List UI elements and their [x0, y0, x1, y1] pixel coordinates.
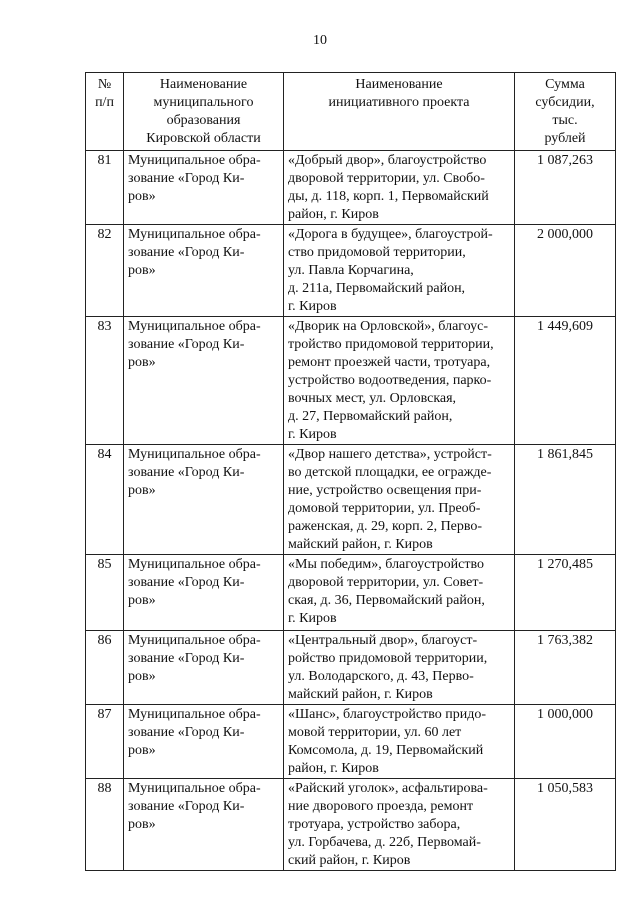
row-sum: 1 087,263 — [515, 151, 616, 225]
row-project: «Шанс», благоустройство придо- мовой территории, ул. 60 лет Комсомола, д. 19, Первомайский район, г. Киров — [284, 705, 515, 779]
row-municipality: Муниципальное обра- зование «Город Ки- ров» — [124, 555, 284, 631]
row-number: 86 — [86, 631, 124, 705]
row-sum: 1 050,583 — [515, 779, 616, 871]
row-project: «Райский уголок», асфальтирова- ние дворового проезда, ремонт тротуара, устройство забора, ул. Горбачева, д. 22б, Первомай- ский район, г. Киров — [284, 779, 515, 871]
row-project: «Дорога в будущее», благоустрой- ство придомовой территории, ул. Павла Корчагина, д. 211а, Первомайский район, г. Киров — [284, 225, 515, 317]
row-municipality: Муниципальное обра- зование «Город Ки- ров» — [124, 151, 284, 225]
row-number: 82 — [86, 225, 124, 317]
row-sum: 2 000,000 — [515, 225, 616, 317]
row-project: «Центральный двор», благоуст- ройство придомовой территории, ул. Володарского, д. 43, Перво- майский район, г. Киров — [284, 631, 515, 705]
row-sum: 1 763,382 — [515, 631, 616, 705]
row-municipality: Муниципальное обра- зование «Город Ки- ров» — [124, 445, 284, 555]
row-project: «Мы победим», благоустройство дворовой территории, ул. Совет- ская, д. 36, Первомайский район, г. Киров — [284, 555, 515, 631]
row-sum: 1 861,845 — [515, 445, 616, 555]
table-row — [86, 555, 616, 631]
row-project: «Двор нашего детства», устройст- во детской площадки, ее огражде- ние, устройство освещения при- домовой территории, ул. Преоб- раженская, д. 29, корп. 2, Перво- майский район, г. Киров — [284, 445, 515, 555]
header-sum: Сумма субсидии, тыс. рублей — [515, 73, 616, 151]
row-municipality: Муниципальное обра- зование «Город Ки- ров» — [124, 225, 284, 317]
row-project: «Дворик на Орловской», благоус- тройство придомовой территории, ремонт проезжей части, тротуара, устройство водоотведения, парко- вочных мест, ул. Орловская, д. 27, Первомайский район, г. Киров — [284, 317, 515, 445]
row-project: «Добрый двор», благоустройство дворовой территории, ул. Свобо- ды, д. 118, корп. 1, Первомайский район, г. Киров — [284, 151, 515, 225]
subsidy-table — [85, 72, 616, 871]
table-row — [86, 779, 616, 871]
row-sum: 1 270,485 — [515, 555, 616, 631]
row-municipality: Муниципальное обра- зование «Город Ки- ров» — [124, 705, 284, 779]
row-municipality: Муниципальное обра- зование «Город Ки- ров» — [124, 631, 284, 705]
row-number: 85 — [86, 555, 124, 631]
page-number: 10 — [313, 33, 327, 48]
table-row — [86, 317, 616, 445]
row-number: 84 — [86, 445, 124, 555]
table-row — [86, 705, 616, 779]
row-sum: 1 449,609 — [515, 317, 616, 445]
header-num: № п/п — [86, 73, 124, 151]
row-number: 83 — [86, 317, 124, 445]
table-row — [86, 225, 616, 317]
row-number: 81 — [86, 151, 124, 225]
table-header-row — [86, 73, 616, 151]
row-number: 87 — [86, 705, 124, 779]
header-project: Наименование инициативного проекта — [284, 73, 515, 151]
row-municipality: Муниципальное обра- зование «Город Ки- ров» — [124, 317, 284, 445]
table-row — [86, 445, 616, 555]
row-sum: 1 000,000 — [515, 705, 616, 779]
table-row — [86, 151, 616, 225]
row-municipality: Муниципальное обра- зование «Город Ки- ров» — [124, 779, 284, 871]
table-row — [86, 631, 616, 705]
row-number: 88 — [86, 779, 124, 871]
header-municipality: Наименование муниципального образования Кировской области — [124, 73, 284, 151]
